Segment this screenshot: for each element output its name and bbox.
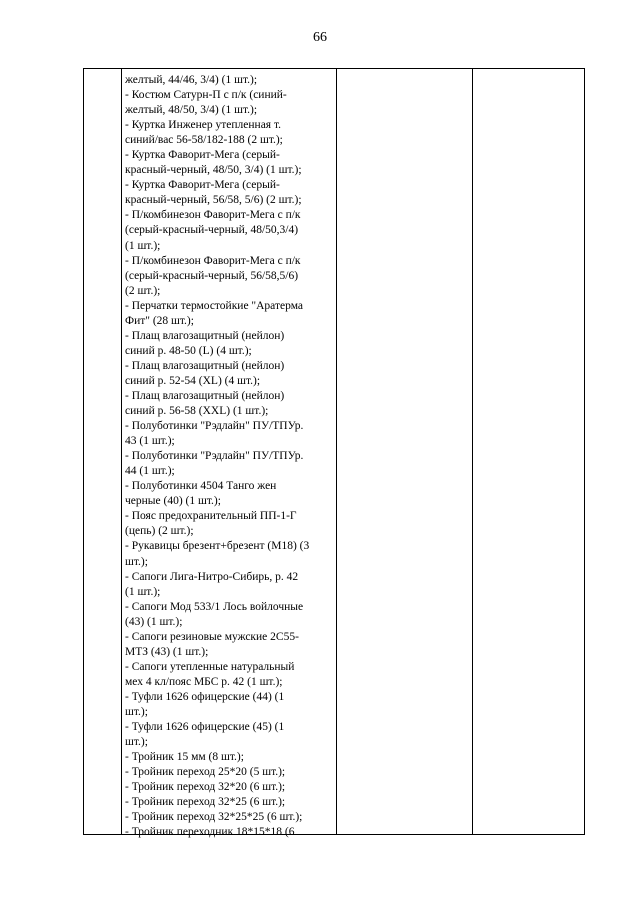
item-line: - Куртка Фаворит-Мега (серый-	[125, 149, 280, 162]
item-line: синий р. 48-50 (L) (4 шт.);	[125, 344, 252, 357]
table-column-items	[122, 69, 337, 839]
items-cell-text	[125, 73, 334, 840]
item-line: желтый, 48/50, 3/4) (1 шт.);	[125, 104, 258, 117]
item-line: - Тройник переход 32*25*25 (6 шт.);	[125, 811, 303, 824]
item-line: - П/комбинезон Фаворит-Мега с п/к	[125, 254, 301, 267]
item-line: Фит" (28 шт.);	[125, 314, 194, 327]
item-line: (серый-красный-черный, 48/50,3/4)	[125, 224, 299, 237]
item-line: - Куртка Фаворит-Мега (серый-	[125, 179, 280, 192]
item-line: - Сапоги Лига-Нитро-Сибирь, р. 42	[125, 570, 299, 583]
item-line: синий р. 56-58 (XXL) (1 шт.);	[125, 405, 269, 418]
item-line: - Сапоги утепленные натуральный	[125, 660, 295, 673]
item-line: (43) (1 шт.);	[125, 615, 183, 628]
item-line: синий р. 52-54 (XL) (4 шт.);	[125, 374, 261, 387]
item-line: - Пояс предохранительный ПП-1-Г	[125, 510, 297, 523]
item-line: - Сапоги Мод 533/1 Лось войлочные	[125, 600, 304, 613]
inventory-table	[83, 68, 585, 839]
item-line: - Туфли 1626 офицерские (44) (1	[125, 690, 285, 703]
item-line: - Тройник переходник 18*15*18 (6	[125, 826, 295, 839]
item-line: синий/вас 56-58/182-188 (2 шт.);	[125, 134, 283, 147]
item-line: черные (40) (1 шт.);	[125, 495, 221, 508]
item-line: (2 шт.);	[125, 284, 161, 297]
item-line: (серый-красный-черный, 56/58,5/6)	[125, 269, 299, 282]
table-column-empty-1	[337, 69, 473, 834]
item-line: - Тройник переход 32*20 (6 шт.);	[125, 781, 286, 794]
item-line: - Перчатки термостойкие "Аратерма	[125, 299, 303, 312]
item-line: шт.);	[125, 555, 148, 568]
page-number: 66	[313, 30, 327, 45]
item-line: - Тройник переход 25*20 (5 шт.);	[125, 766, 286, 779]
item-line: 44 (1 шт.);	[125, 465, 175, 478]
item-line: - Плащ влагозащитный (нейлон)	[125, 329, 285, 342]
table-column-number	[84, 69, 122, 834]
item-line: шт.);	[125, 736, 148, 749]
item-line: - Куртка Инженер утепленная т.	[125, 119, 282, 132]
item-line: - П/комбинезон Фаворит-Мега с п/к	[125, 209, 301, 222]
item-line: МТЗ (43) (1 шт.);	[125, 645, 209, 658]
item-line: (цепь) (2 шт.);	[125, 525, 194, 538]
item-line: 43 (1 шт.);	[125, 435, 175, 448]
item-line: - Костюм Сатурн-П с п/к (синий-	[125, 89, 287, 102]
item-line: - Полуботинки 4504 Танго жен	[125, 480, 277, 493]
item-line: - Рукавицы брезент+брезент (М18) (3	[125, 540, 310, 553]
item-line: - Туфли 1626 офицерские (45) (1	[125, 721, 285, 734]
item-line: - Тройник переход 32*25 (6 шт.);	[125, 796, 286, 809]
item-line: шт.);	[125, 705, 148, 718]
item-line: - Сапоги резиновые мужские 2С55-	[125, 630, 299, 643]
item-line: (1 шт.);	[125, 585, 161, 598]
item-line: (1 шт.);	[125, 239, 161, 252]
item-line: - Тройник 15 мм (8 шт.);	[125, 751, 244, 764]
item-line: мех 4 кл/пояс МБС р. 42 (1 шт.);	[125, 675, 283, 688]
item-line: желтый, 44/46, 3/4) (1 шт.);	[125, 74, 258, 86]
table-column-empty-2	[473, 69, 586, 834]
item-line: - Плащ влагозащитный (нейлон)	[125, 389, 285, 402]
item-line: - Полуботинки "Рэдлайн" ПУ/ТПУр.	[125, 420, 304, 433]
item-line: красный-черный, 48/50, 3/4) (1 шт.);	[125, 164, 302, 177]
item-line: - Полуботинки "Рэдлайн" ПУ/ТПУр.	[125, 450, 304, 463]
item-line: красный-черный, 56/58, 5/6) (2 шт.);	[125, 194, 302, 207]
item-line: - Плащ влагозащитный (нейлон)	[125, 359, 285, 372]
